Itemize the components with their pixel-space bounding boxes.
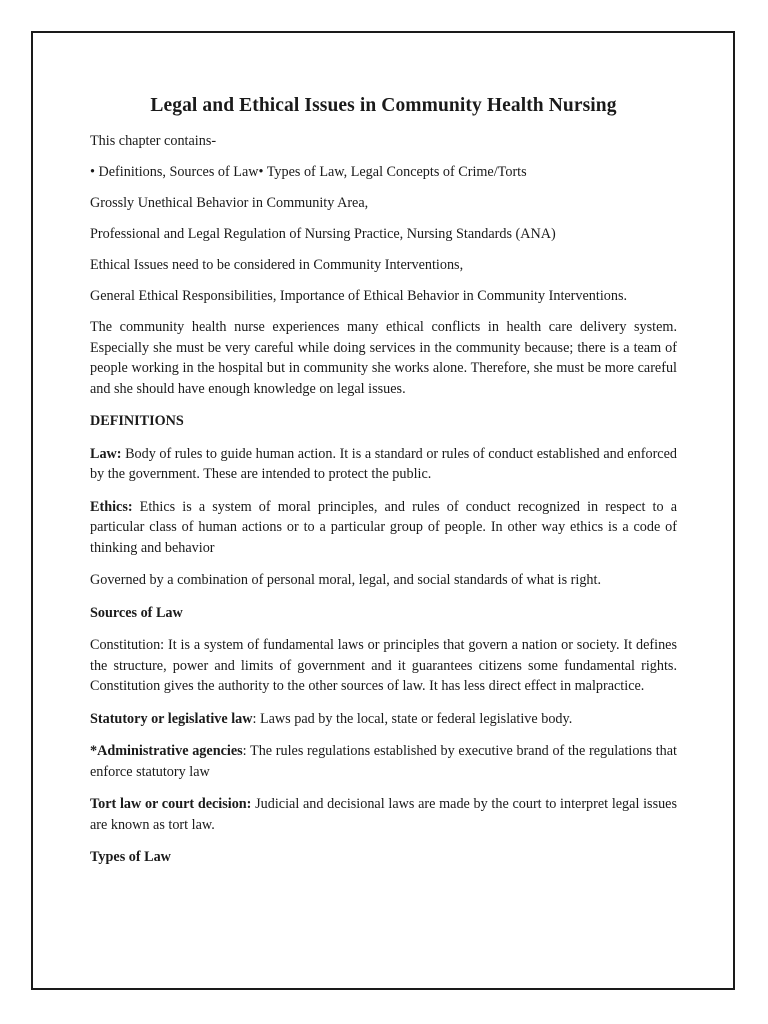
statutory-term: Statutory or legislative law [90, 710, 253, 727]
types-heading: Types of Law [90, 849, 171, 865]
contents-line-1: • Definitions, Sources of Law• Types of Law, Legal Concepts of Crime/Torts [90, 164, 527, 180]
administrative-term: *Administrative agencies [90, 743, 243, 759]
contents-line-4: Ethical Issues need to be considered in Community Interventions, [90, 257, 464, 273]
ethics-term: Ethics: [90, 498, 133, 515]
statutory-paragraph [90, 709, 677, 730]
administrative-text: : The rules regulations established by executive brand of the regulations that enforce statutory law [90, 743, 678, 780]
contents-line-2: Grossly Unethical Behavior in Community Area, [90, 195, 369, 211]
law-definition [90, 444, 677, 485]
ethics-text: Ethics is a system of moral principles, and rules of conduct recognized in respect to a particular class of human actions or to a particular group of people. In other way ethics is a code of thinking and behavior [90, 498, 677, 556]
document-title: Legal and Ethical Issues in Community Health Nursing [150, 95, 617, 116]
sources-heading: Sources of Law [90, 604, 183, 621]
administrative-paragraph [90, 741, 677, 782]
intro-line: This chapter contains- [90, 133, 217, 149]
statutory-text: : Laws pad by the local, state or federal legislative body. [252, 710, 573, 727]
law-term: Law: [90, 445, 122, 462]
contents-line-5: General Ethical Responsibilities, Importance of Ethical Behavior in Community Interventions. [90, 288, 628, 304]
tort-text: Judicial and decisional laws are made by the court to interpret legal issues are known as tort law. [90, 796, 677, 833]
constitution-paragraph: Constitution: It is a system of fundamental laws or principles that govern a nation or society. It defines the structure, power and limits of government and it guarantees citizens some fundamental rights. Constitution gives the authority to the other sources of law. It has less direct effect in malpractice. [90, 637, 677, 694]
ethics-definition [90, 497, 677, 559]
definitions-heading: DEFINITIONS [90, 413, 184, 429]
tort-paragraph [90, 794, 677, 835]
overview-paragraph: The community health nurse experiences many ethical conflicts in health care delivery system. Especially she must be very careful while doing services in the community because; there is a team of people working in the hospital but in community she works alone. Therefore, she must be more careful and she should have enough knowledge on legal issues. [90, 319, 677, 397]
tort-term: Tort law or court decision: [90, 796, 252, 812]
contents-line-3: Professional and Legal Regulation of Nursing Practice, Nursing Standards (ANA) [90, 226, 556, 242]
document-body [90, 95, 677, 880]
law-text: Body of rules to guide human action. It is a standard or rules of conduct established and enforced by the government. These are intended to protect the public. [90, 445, 677, 482]
governed-paragraph: Governed by a combination of personal moral, legal, and social standards of what is right. [90, 572, 602, 588]
